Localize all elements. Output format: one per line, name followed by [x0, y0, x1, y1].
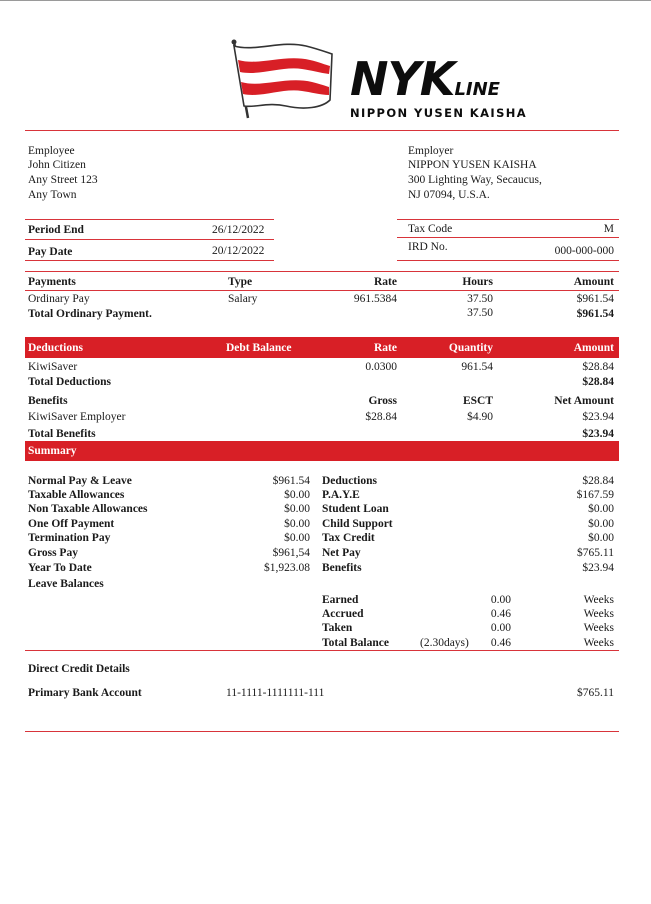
net-amount-header: Net Amount [554, 395, 614, 407]
summary-value: $0.00 [588, 518, 614, 530]
divider [25, 130, 619, 131]
summary-label: One Off Payment [28, 518, 115, 530]
type-header: Type [228, 276, 253, 288]
quantity-header: Quantity [448, 342, 493, 354]
amount-header: Amount [573, 276, 614, 288]
gross-header: Gross [368, 395, 397, 407]
total-benefits-label: Total Benefits [28, 428, 96, 440]
summary-label: Gross Pay [28, 547, 78, 559]
leave-label: Taken [322, 622, 353, 634]
payment-hours: 37.50 [467, 293, 493, 305]
benefit-net: $23.94 [582, 411, 614, 423]
employer-address-2: NJ 07094, U.S.A. [408, 189, 490, 201]
summary-label: Student Loan [322, 503, 389, 515]
leave-unit: Weeks [583, 594, 614, 606]
summary-label: Year To Date [28, 562, 92, 574]
benefit-name: KiwiSaver Employer [28, 411, 126, 423]
divider [25, 731, 619, 732]
deductions-header: Deductions [28, 342, 83, 354]
leave-unit: Weeks [583, 622, 614, 634]
total-deductions-amount: $28.84 [582, 376, 614, 388]
tax-code-value: M [603, 223, 614, 235]
divider [397, 219, 619, 220]
deduction-rate: 0.0300 [365, 361, 397, 373]
total-ordinary-amount: $961.54 [576, 308, 614, 320]
employer-name: NIPPON YUSEN KAISHA [408, 159, 537, 171]
summary-value: $0.00 [284, 489, 310, 501]
total-deductions-label: Total Deductions [28, 376, 111, 388]
rate-header: Rate [374, 342, 397, 354]
period-end-label: Period End [28, 224, 84, 236]
divider [25, 650, 619, 651]
payment-type: Salary [228, 293, 258, 305]
flag-icon [226, 38, 344, 122]
summary-value: $28.84 [582, 475, 614, 487]
divider [25, 260, 274, 261]
leave-unit: Weeks [583, 608, 614, 620]
summary-label: Termination Pay [28, 532, 111, 544]
summary-value: $167.59 [576, 489, 614, 501]
leave-value: 0.46 [490, 608, 511, 620]
summary-value: $0.00 [284, 518, 310, 530]
divider [25, 219, 274, 220]
leave-label: Earned [322, 594, 359, 606]
summary-value: $0.00 [588, 532, 614, 544]
summary-value: $765.11 [577, 547, 614, 559]
leave-value: 0.46 [490, 637, 511, 649]
summary-value: $23.94 [582, 562, 614, 574]
logo-wordmark [350, 52, 620, 120]
brand-suffix: LINE [454, 79, 500, 100]
deduction-name: KiwiSaver [28, 361, 78, 373]
summary-value: $961,54 [272, 547, 310, 559]
employee-label: Employee [28, 145, 75, 157]
summary-value: $0.00 [284, 503, 310, 515]
summary-label: Normal Pay & Leave [28, 475, 132, 487]
summary-label: Net Pay [322, 547, 361, 559]
brand-subtitle: NIPPON YUSEN KAISHA [350, 106, 528, 120]
divider [397, 237, 619, 238]
esct-header: ESCT [462, 395, 493, 407]
divider [25, 271, 619, 272]
employee-street: Any Street 123 [28, 174, 98, 186]
employee-name: John Citizen [28, 159, 86, 171]
summary-value: $0.00 [588, 503, 614, 515]
total-benefits-amount: $23.94 [582, 428, 614, 440]
summary-label: P.A.Y.E [322, 489, 360, 501]
summary-label: Taxable Allowances [28, 489, 125, 501]
summary-value: $961.54 [272, 475, 310, 487]
employer-address-1: 300 Lighting Way, Secaucus, [408, 174, 542, 186]
divider [25, 239, 274, 240]
rate-header: Rate [374, 276, 397, 288]
summary-label: Tax Credit [322, 532, 375, 544]
pay-date-value: 20/12/2022 [212, 245, 265, 257]
direct-credit-title: Direct Credit Details [28, 663, 130, 675]
summary-value: $1,923.08 [264, 562, 310, 574]
summary-label: Deductions [322, 475, 377, 487]
leave-label: Accrued [322, 608, 364, 620]
top-border [0, 0, 651, 1]
ird-value: 000-000-000 [554, 245, 614, 257]
brand-name: NYK [350, 52, 455, 106]
amount-header: Amount [573, 342, 614, 354]
benefits-header: Benefits [28, 395, 68, 407]
leave-unit: Weeks [583, 637, 614, 649]
deduction-amount: $28.84 [582, 361, 614, 373]
hours-header: Hours [462, 276, 493, 288]
payment-rate: 961.5384 [353, 293, 397, 305]
divider [25, 290, 619, 291]
divider [397, 260, 619, 261]
ird-label: IRD No. [408, 241, 448, 253]
summary-title: Summary [28, 445, 77, 457]
payments-header: Payments [28, 276, 76, 288]
payment-name: Ordinary Pay [28, 293, 90, 305]
benefit-gross: $28.84 [365, 411, 397, 423]
debt-balance-header: Debt Balance [226, 342, 292, 354]
total-ordinary-hours: 37.50 [467, 307, 493, 319]
leave-label: Total Balance [322, 637, 389, 649]
pay-date-label: Pay Date [28, 246, 73, 258]
summary-label: Child Support [322, 518, 393, 530]
tax-code-label: Tax Code [408, 223, 453, 235]
summary-label: Non Taxable Allowances [28, 503, 148, 515]
employee-town: Any Town [28, 189, 77, 201]
bank-account-number: 11-1111-1111111-111 [226, 687, 325, 699]
leave-extra: (2.30days) [420, 637, 469, 649]
deduction-quantity: 961.54 [461, 361, 493, 373]
leave-balances-label: Leave Balances [28, 578, 104, 590]
summary-header-bar [25, 441, 619, 461]
benefit-esct: $4.90 [467, 411, 493, 423]
bank-account-label: Primary Bank Account [28, 687, 142, 699]
period-end-value: 26/12/2022 [212, 224, 265, 236]
summary-label: Benefits [322, 562, 362, 574]
payment-amount: $961.54 [576, 293, 614, 305]
leave-value: 0.00 [490, 594, 511, 606]
summary-value: $0.00 [284, 532, 310, 544]
leave-value: 0.00 [490, 622, 511, 634]
bank-amount: $765.11 [577, 687, 614, 699]
total-ordinary-label: Total Ordinary Payment. [28, 308, 152, 320]
employer-label: Employer [408, 145, 454, 157]
